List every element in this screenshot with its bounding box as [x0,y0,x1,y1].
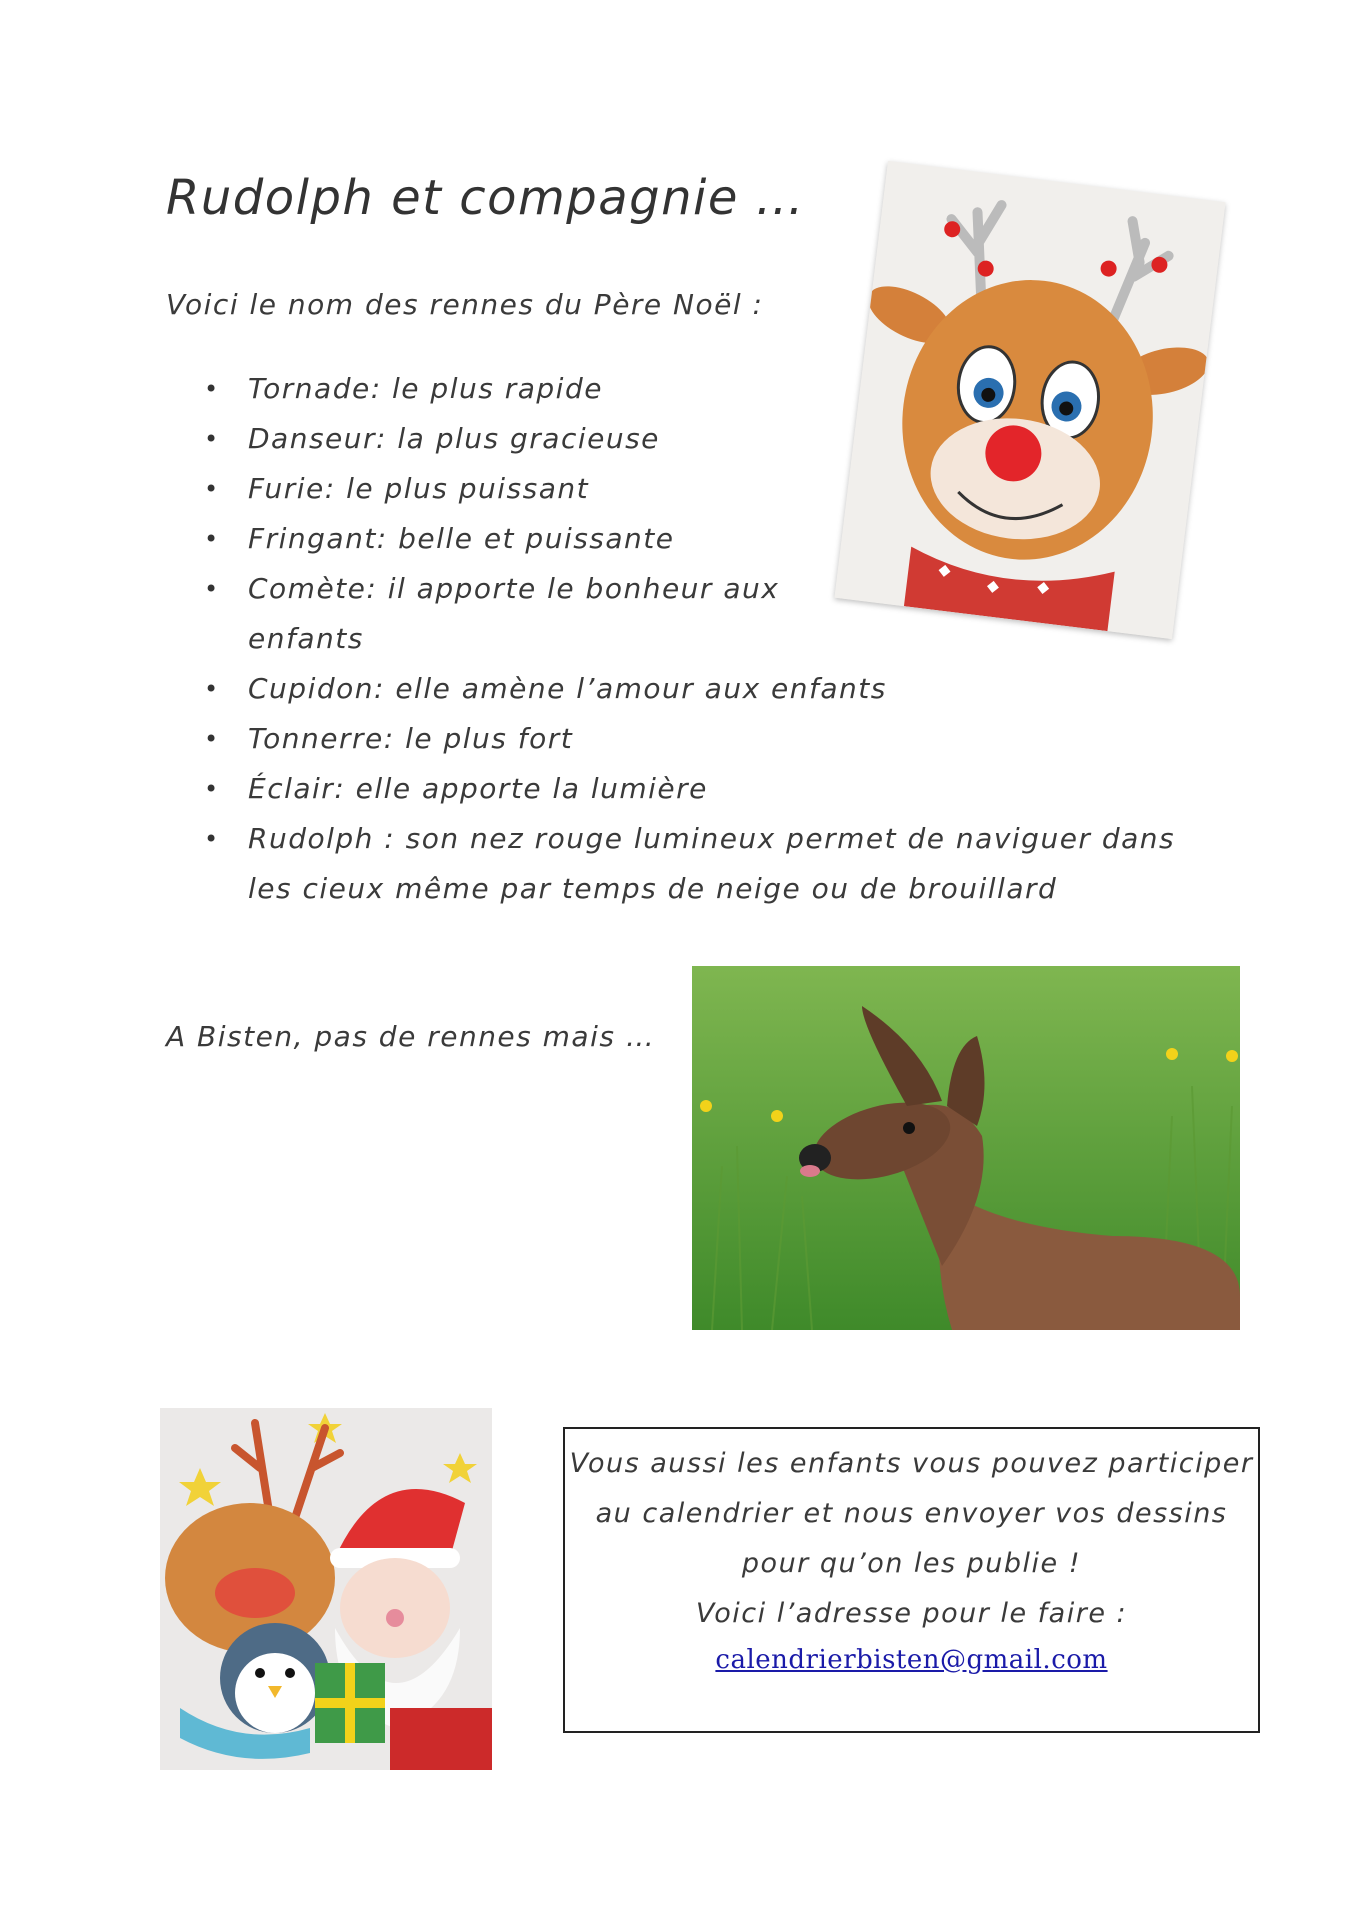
list-item: • Cupidon: elle amène l’amour aux enfants [200,664,1190,714]
invitation-line: Voici l’adresse pour le faire : [695,1598,1128,1629]
invitation-line: pour qu’on les publie ! [741,1548,1082,1579]
invitation-box [563,1427,1260,1733]
intro-text: Voici le nom des rennes du Père Noël : [166,288,764,321]
reindeer-drawing-image [834,161,1225,639]
santa-drawing-svg [160,1408,492,1770]
list-item: • Danseur: la plus gracieuse [200,414,1190,464]
bisten-text: A Bisten, pas de rennes mais … [166,1020,656,1053]
list-item: • Éclair: elle apporte la lumière [200,764,1190,814]
list-item: • Furie: le plus puissant [200,464,1190,514]
deer-photo-image [692,966,1240,1330]
list-item: • Tornade: le plus rapide [200,364,1190,414]
invitation-line: Vous aussi les enfants vous pouvez participer [569,1448,1254,1479]
list-item: • Fringant: belle et puissante [200,514,1190,564]
list-item: • Tonnerre: le plus fort [200,714,1190,764]
santa-drawing-image [160,1408,492,1770]
email-link[interactable]: calendrierbisten@gmail.com [715,1645,1108,1675]
invitation-line: au calendrier et nous envoyer vos dessins [595,1498,1228,1529]
deer-photo-svg [692,966,1240,1330]
list-item: • Rudolph : son nez rouge lumineux permet de naviguer dans les cieux même par temps de neige ou de brouillard [200,814,1190,914]
reindeer-drawing-svg [834,161,1225,639]
page-title: Rudolph et compagnie … [166,170,806,226]
list-item: • Comète: il apporte le bonheur aux enfants [200,564,828,664]
